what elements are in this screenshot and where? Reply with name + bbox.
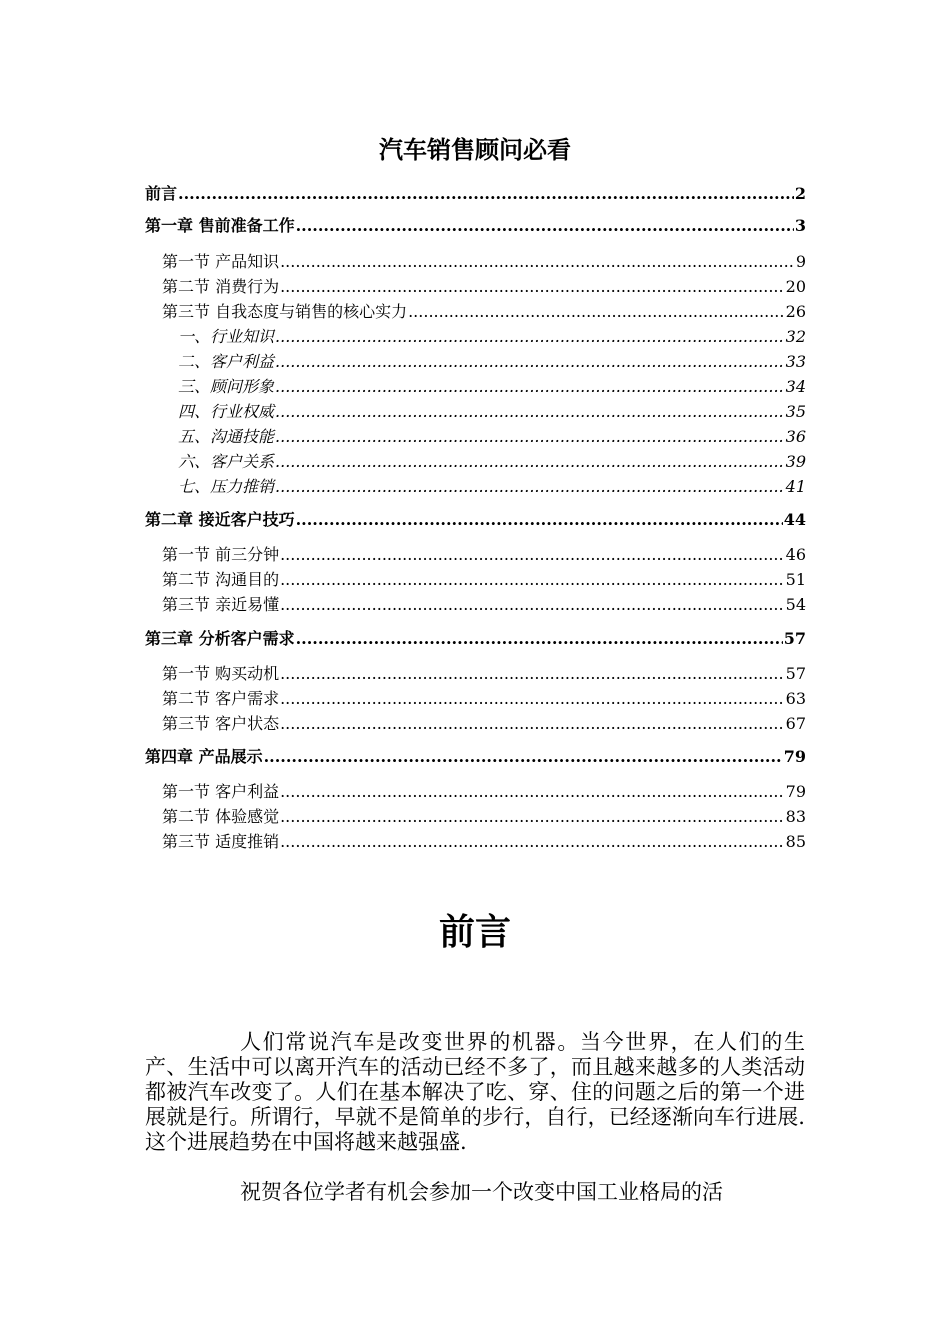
toc-leader-dots bbox=[280, 568, 785, 592]
toc-entry-label: 三、顾问形象 bbox=[178, 377, 275, 396]
toc-entry[interactable] bbox=[178, 425, 806, 449]
preface-paragraph-1: 人们常说汽车是改变世界的机器。当今世界，在人们的生产、生活中可以离开汽车的活动已经不多了，而且越来越多的人类活动都被汽车改变了。人们在基本解决了吃、穿、住的问题之后的第一个进展就是行。所谓行，早就不是简单的步行，自行，已经逐渐向车行进展.这个进展趋势在中国将越来越强盛. bbox=[145, 1030, 805, 1154]
toc-leader-dots bbox=[264, 745, 783, 769]
toc-entry-label: 第二章 接近客户技巧 bbox=[145, 510, 295, 529]
toc-entry-page: 26 bbox=[785, 302, 806, 321]
toc-entry-label: 六、客户关系 bbox=[178, 452, 275, 471]
toc-entry-page: 85 bbox=[785, 832, 806, 851]
toc-leader-dots bbox=[275, 425, 785, 449]
toc-entry-page: 20 bbox=[785, 277, 806, 296]
preface-heading: 前言 bbox=[438, 911, 511, 953]
toc-entry-label: 第一节 客户利益 bbox=[162, 782, 280, 801]
toc-entry-page: 41 bbox=[785, 477, 806, 496]
toc-entry-page: 46 bbox=[785, 545, 806, 564]
toc-entry-label: 第三节 客户状态 bbox=[162, 714, 280, 733]
toc-entry-label: 前言 bbox=[145, 184, 178, 203]
toc-entry-page: 67 bbox=[785, 714, 806, 733]
toc-entry-page: 57 bbox=[783, 629, 806, 648]
toc-entry[interactable] bbox=[145, 745, 806, 769]
toc-entry-page: 34 bbox=[785, 377, 806, 396]
toc-leader-dots bbox=[280, 275, 785, 299]
toc-entry-label: 二、客户利益 bbox=[178, 352, 275, 371]
toc-entry[interactable] bbox=[145, 182, 806, 206]
toc-entry-page: 2 bbox=[794, 184, 806, 203]
toc-entry-page: 54 bbox=[785, 595, 806, 614]
toc-entry-page: 32 bbox=[785, 327, 806, 346]
toc-entry-label: 一、行业知识 bbox=[178, 327, 275, 346]
toc-leader-dots bbox=[275, 375, 785, 399]
toc-leader-dots bbox=[280, 250, 795, 274]
toc-leader-dots bbox=[296, 627, 783, 651]
toc-entry-page: 39 bbox=[785, 452, 806, 471]
toc-entry-label: 第三节 适度推销 bbox=[162, 832, 280, 851]
toc-entry-page: 51 bbox=[785, 570, 806, 589]
toc-entry[interactable] bbox=[178, 450, 806, 474]
toc-entry[interactable] bbox=[162, 275, 806, 299]
toc-entry-label: 第二节 客户需求 bbox=[162, 689, 280, 708]
toc-entry-label: 第二节 沟通目的 bbox=[162, 570, 280, 589]
toc-entry-page: 35 bbox=[785, 402, 806, 421]
toc-entry-page: 83 bbox=[785, 807, 806, 826]
toc-entry-page: 36 bbox=[785, 427, 806, 446]
toc-leader-dots bbox=[280, 805, 785, 829]
toc-leader-dots bbox=[178, 182, 794, 206]
toc-entry-label: 第三节 自我态度与销售的核心实力 bbox=[162, 302, 408, 321]
toc-leader-dots bbox=[275, 350, 785, 374]
toc-entry-page: 63 bbox=[785, 689, 806, 708]
toc-entry-page: 9 bbox=[795, 252, 806, 271]
toc-entry-label: 第三章 分析客户需求 bbox=[145, 629, 295, 648]
toc-leader-dots bbox=[280, 593, 785, 617]
toc-entry-page: 3 bbox=[794, 216, 806, 235]
toc-leader-dots bbox=[280, 830, 785, 854]
toc-leader-dots bbox=[280, 780, 785, 804]
toc-entry[interactable] bbox=[178, 400, 806, 424]
toc-entry[interactable] bbox=[162, 593, 806, 617]
toc-entry[interactable] bbox=[178, 475, 806, 499]
toc-entry-label: 七、压力推销 bbox=[178, 477, 275, 496]
toc-leader-dots bbox=[296, 508, 783, 532]
toc-leader-dots bbox=[275, 450, 785, 474]
toc-entry-page: 57 bbox=[785, 664, 806, 683]
toc-entry-page: 79 bbox=[785, 782, 806, 801]
toc-entry-page: 44 bbox=[783, 510, 806, 529]
preface-paragraph-2: 祝贺各位学者有机会参加一个改变中国工业格局的活 bbox=[240, 1180, 723, 1204]
toc-entry[interactable] bbox=[178, 375, 806, 399]
toc-entry[interactable] bbox=[162, 830, 806, 854]
toc-entry-label: 第二节 体验感觉 bbox=[162, 807, 280, 826]
toc-entry-label: 第三节 亲近易懂 bbox=[162, 595, 280, 614]
toc-entry-label: 四、行业权威 bbox=[178, 402, 275, 421]
toc-entry[interactable] bbox=[162, 780, 806, 804]
toc-entry[interactable] bbox=[162, 687, 806, 711]
toc-entry[interactable] bbox=[178, 325, 806, 349]
toc-entry-label: 第一章 售前准备工作 bbox=[145, 216, 295, 235]
toc-entry-label: 第二节 消费行为 bbox=[162, 277, 280, 296]
toc-entry[interactable] bbox=[162, 250, 806, 274]
toc-leader-dots bbox=[275, 325, 785, 349]
toc-entry[interactable] bbox=[162, 300, 806, 324]
toc-entry-label: 第一节 前三分钟 bbox=[162, 545, 280, 564]
toc-leader-dots bbox=[280, 662, 785, 686]
toc-leader-dots bbox=[408, 300, 785, 324]
toc-leader-dots bbox=[280, 712, 785, 736]
toc-entry-label: 第四章 产品展示 bbox=[145, 747, 263, 766]
toc-entry-label: 第一节 产品知识 bbox=[162, 252, 280, 271]
toc-entry[interactable] bbox=[162, 805, 806, 829]
toc-leader-dots bbox=[275, 400, 785, 424]
toc-entry-page: 79 bbox=[783, 747, 806, 766]
toc-entry[interactable] bbox=[178, 350, 806, 374]
toc-entry-label: 第一节 购买动机 bbox=[162, 664, 280, 683]
toc-entry[interactable] bbox=[145, 627, 806, 651]
toc-leader-dots bbox=[275, 475, 785, 499]
toc-leader-dots bbox=[280, 687, 785, 711]
toc-entry-page: 33 bbox=[785, 352, 806, 371]
toc-leader-dots bbox=[296, 214, 794, 238]
toc-entry[interactable] bbox=[162, 662, 806, 686]
toc-leader-dots bbox=[280, 543, 785, 567]
toc-entry[interactable] bbox=[162, 543, 806, 567]
toc-entry[interactable] bbox=[145, 508, 806, 532]
document-title: 汽车销售顾问必看 bbox=[379, 135, 571, 164]
toc-entry[interactable] bbox=[145, 214, 806, 238]
toc-entry[interactable] bbox=[162, 712, 806, 736]
toc-entry[interactable] bbox=[162, 568, 806, 592]
toc-entry-label: 五、沟通技能 bbox=[178, 427, 275, 446]
